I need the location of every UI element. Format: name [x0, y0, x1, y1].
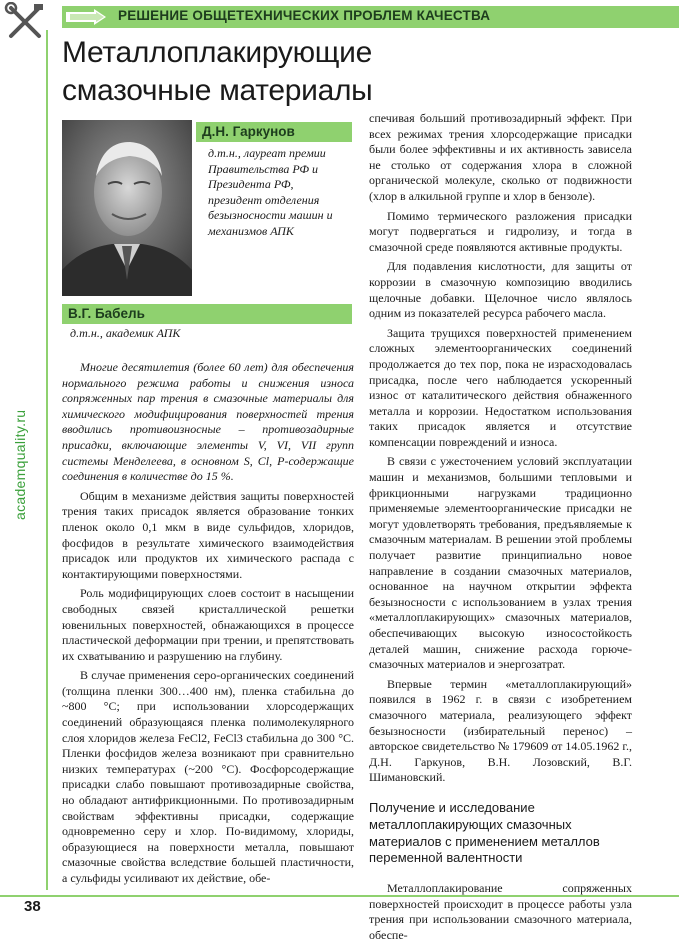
- author-credentials-1: д.т.н., лауреат премии Правительства РФ и Президента РФ, президент отделения безызносности машин и механизмов АПК: [208, 146, 333, 238]
- body-paragraph: Для подавления кислотности, для защиты от коррозии в смазочную композицию вводились щелочные добавки. Щелочное число являлось одним из показателей ресурса рабочего масла.: [369, 259, 632, 321]
- title-line-1: Металлоплакирующие: [62, 36, 373, 69]
- page-footer: [0, 894, 679, 917]
- author-photo: [62, 120, 192, 296]
- author-name-1: Д.Н. Гаркунов: [196, 122, 352, 142]
- body-paragraph: В связи с ужесточением условий эксплуатации машин и механизмов, большими тепловыми и фрикционными нагрузками традиционно применяемые элементоорганические присадки не могут удовлетворять требования, предъявляемые к смазочным материалам. В решении этой проблемы получает развитие принципиально новое направление в создании смазочных материалов, основанное на научном открытии эффекта безызносности с использованием в узлах трения «металлоплакирующих» смазочных материалов, обеспечивающих высокую износостойкость деталей машин, снижение расхода горюче-смазочных материалов и энергозатрат.: [369, 454, 632, 672]
- body-paragraph: В случае применения серо-органических соединений (толщина пленки 300…400 нм), пленка стабильна до ~800 °С; при использовании хлорсодержащих соединений образующаяся пленка полимолекулярного слоя хлоридов железа FeCl2, FeCl3 стабильна до 300 °С. Пленки фосфидов железа возникают при сравнительно низких температурах (~200 °С). Фосфорсодержащие присадки слабо повышают противозадирные свойства, но обладают антифрикционными. По противозадирным свойствам эффективны присадки, содержащие одновременно серу и хлор. По-видимому, хлориды, образующиеся на поверхности металла, повышают смазочные свойства вследствие большей пластичности, а сульфиды усиливают их действие, обе-: [62, 668, 354, 885]
- body-paragraph: Общим в механизме действия защиты поверхностей трения таких присадок является образование тонких пленок около 0,1 мкм в виде сульфидов, хлоридов, фосфидов в результате химического взаимодействия присадок или продуктов их химического распада с контактирующими поверхностями.: [62, 488, 354, 581]
- site-url: academquality.ru: [12, 409, 28, 520]
- author-name-2: В.Г. Бабель: [62, 304, 352, 324]
- section-title: РЕШЕНИЕ ОБЩЕТЕХНИЧЕСКИХ ПРОБЛЕМ КАЧЕСТВА: [118, 8, 491, 23]
- body-paragraph: спечивая больший противозадирный эффект. При всех режимах трения хлорсодержащие присадки были более эффективны и их активность зависела не столько от содержания хлора в сложной органической молекуле, сколько от подвижности (хлор в алкильной группе и хлор в бензоле).: [369, 111, 632, 203]
- article-title: [62, 34, 372, 110]
- body-paragraph: Роль модифицирующих слоев состоит в насыщении свободных связей кристаллической решетки ювенильных поверхностей, обнажающихся в процессе пластической деформации при трении, и препятствовать их схватыванию и разрушению на глубину.: [62, 586, 354, 663]
- footer-rule: [0, 895, 679, 897]
- double-arrow-icon: [66, 9, 112, 25]
- section-header: [0, 0, 679, 32]
- side-rule: [46, 30, 48, 890]
- text-column-right: [369, 111, 632, 948]
- body-paragraph: Металлоплакирование сопряженных поверхностей происходит в процессе работы узла трения при использовании смазочного материала, обеспе-: [369, 881, 632, 942]
- section-subheading: Получение и исследование металлоплакирующих смазочных материалов с применением металлов переменной валентности: [369, 799, 600, 866]
- portrait-image: [62, 120, 192, 296]
- body-paragraph: Помимо термического разложения присадки могут подвергаться и гидролизу, и тогда в смазочной среде появляются активные продукты.: [369, 208, 632, 254]
- page-number: 38: [24, 898, 41, 915]
- text-column-left: [62, 360, 354, 891]
- lead-paragraph: Многие десятилетия (более 60 лет) для обеспечения нормального режима работы и снижения износа сопряженных пар трения в смазочные материалы для химического модифицирования поверхностей трения вводились противоизносные – противозадирные присадки, включающие элементы V, VI, VII групп системы Менделеева, в основном S, Cl, P-содержащие соединения в количестве до 15 %.: [62, 360, 354, 484]
- body-paragraph: Защита трущихся поверхностей применением сложных элементоорганических соединений продолжается до тех пор, пока не израсходовалась присадка, после чего наблюдается ускоренный износ от каталитического действия обнаженного металла и коррозии. Недостатком использования таких присадок является и отсутствие компенсации повреждений и износа.: [369, 325, 632, 449]
- body-paragraph: Впервые термин «металлоплакирующий» появился в 1962 г. в связи с изобретением смазочного материала, реализующего эффект безызносности (избирательный перенос) – авторское свидетельство № 179609 от 14.05.1962 г., Д.Н. Гаркунов, В.Н. Лозовский, В.Г. Шимановский.: [369, 676, 632, 785]
- tools-icon: [4, 2, 46, 42]
- title-line-2: смазочные материалы: [62, 74, 373, 107]
- author-credentials-2: д.т.н., академик АПК: [70, 326, 181, 340]
